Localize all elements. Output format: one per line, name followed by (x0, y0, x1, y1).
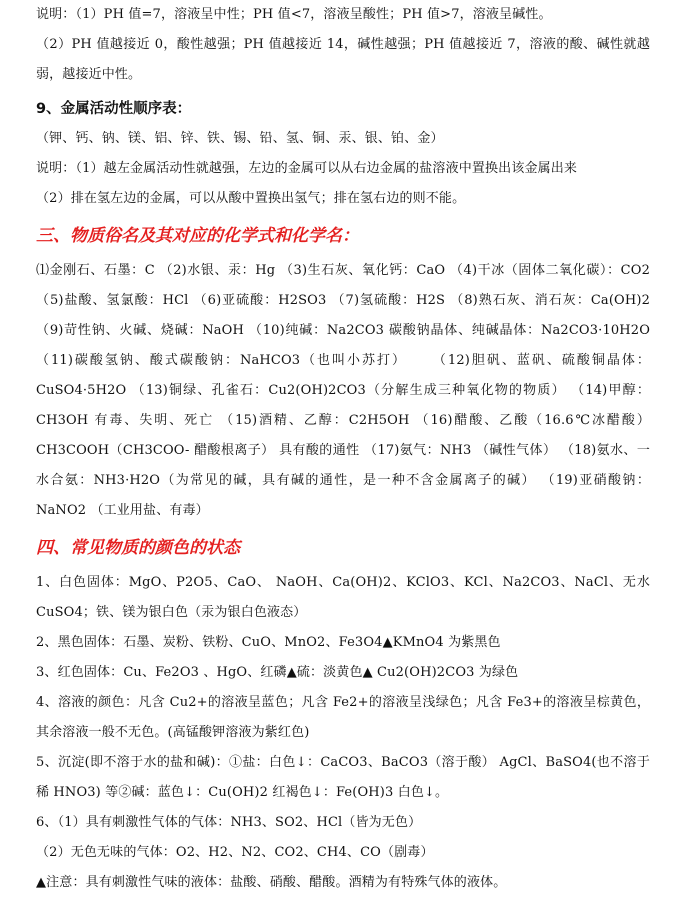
red-solids: 3、红色固体：Cu、Fe2O3 、HgO、红磷▲硫：淡黄色▲ Cu2(OH)2CO3 为绿色 (36, 665, 519, 680)
ph-note-2: （2）PH 值越接近 0，酸性越强；PH 值越接近 14，碱性越强；PH 值越接近 7，溶液的酸、碱性就越弱，越接近中性。 (36, 37, 650, 82)
pungent-gases: 6、（1）具有刺激性气体的气体：NH3、SO2、HCl（皆为无色） (36, 815, 422, 830)
section-3-heading: 三、物质俗名及其对应的化学式和化学名： (36, 226, 359, 246)
section-4-heading: 四、常见物质的颜色的状态 (36, 538, 240, 558)
black-solids: 2、黑色固体：石墨、炭粉、铁粉、CuO、MnO2、Fe3O4▲KMnO4 为紫黑色 (36, 635, 501, 650)
document-page (36, 0, 650, 898)
metal-note-1: 说明：（1）越左金属活动性就越强，左边的金属可以从右边金属的盐溶液中置换出该金属出来 (36, 161, 578, 176)
metal-activity-series: （钾、钙、钠、镁、铝、锌、铁、锡、铅、氢、铜、汞、银、铂、金） (36, 131, 444, 146)
common-names-part-1: ⑴金刚石、石墨：C （2)水银、汞：Hg （3)生石灰、氧化钙：CaO （4)干冰（固体二氧化碳）：CO2 （5)盐酸、氢氯酸：HCl （6)亚硫酸：H2SO3 （7)氢硫酸：H2S （8)熟石灰、消石灰：Ca(OH)2 （9)苛性钠、火碱、烧碱：NaOH （10)纯碱：Na2CO3 碳酸钠晶体、纯碱晶体：Na2CO3·10H2O （11)碳酸氢钠、酸式碳酸钠：NaHCO3（也叫小苏打） (36, 263, 650, 368)
metal-activity-heading: 9、金属活动性顺序表： (36, 101, 192, 117)
pungent-liquids-note: ▲注意：具有刺激性气味的液体：盐酸、硝酸、醋酸。酒精为有特殊气体的液体。 (36, 875, 507, 890)
common-names-part-2: （12)胆矾、蓝矾、硫酸铜晶体：CuSO4·5H2O （13)铜绿、孔雀石：Cu2(OH)2CO3（分解生成三种氧化物的物质） （14)甲醇：CH3OH 有毒、失明、死亡 （15)酒精、乙醇：C2H5OH （16)醋酸、乙酸（16.6℃冰醋酸）CH3COOH（CH3COO- 醋酸根离子） 具有酸的通性 （17)氨气：NH3 （碱性气体） （18)氨水、一水合氨：NH3·H2O（为常见的碱，具有碱的通性，是一种不含金属离子的碱） （19)亚硝酸钠：NaNO2 （工业用盐、有毒） (36, 353, 651, 518)
metal-note-2: （2）排在氢左边的金属，可以从酸中置换出氢气；排在氢右边的则不能。 (36, 191, 466, 206)
ph-note-1: 说明：（1）PH 值=7，溶液呈中性；PH 值<7，溶液呈酸性；PH 值>7，溶液呈碱性。 (36, 7, 552, 22)
precipitates: 5、沉淀(即不溶于水的盐和碱)：①盐：白色↓：CaCO3、BaCO3（溶于酸） AgCl、BaSO4(也不溶于稀 HNO3) 等②碱：蓝色↓：Cu(OH)2 红褐色↓：Fe(OH)3 白色↓。 (36, 755, 650, 800)
odorless-gases: （2）无色无味的气体：O2、H2、N2、CO2、CH4、CO（剧毒） (36, 845, 434, 860)
white-solids: 1、白色固体：MgO、P2O5、CaO、 NaOH、Ca(OH)2、KClO3、KCl、Na2CO3、NaCl、无水 CuSO4；铁、镁为银白色（汞为银白色液态） (36, 575, 650, 620)
common-names-paragraph (36, 256, 650, 526)
solution-colors: 4、溶液的颜色：凡含 Cu2+的溶液呈蓝色；凡含 Fe2+的溶液呈浅绿色；凡含 Fe3+的溶液呈棕黄色，其余溶液一般不无色。(高锰酸钾溶液为紫红色) (36, 695, 650, 740)
